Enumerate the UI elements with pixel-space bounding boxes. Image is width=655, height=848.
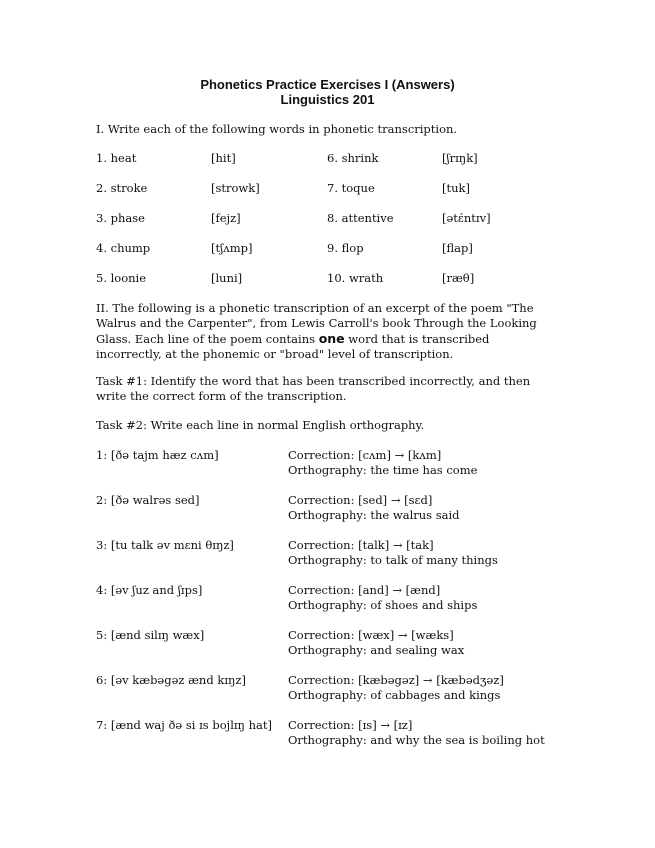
exercise-transcription: [ətɛ́ntɪv] xyxy=(442,211,491,225)
section2-intro xyxy=(96,301,558,362)
poem-line-transcription: 5: [ænd silɪŋ wæx] xyxy=(96,628,205,642)
correction-text: Correction: [talk] → [tak] xyxy=(288,538,434,552)
exercise-transcription: [luni] xyxy=(211,271,243,285)
correction-text: Correction: [sed] → [sɛd] xyxy=(288,493,433,507)
orthography-text: Orthography: the time has come xyxy=(288,463,478,477)
answer-block xyxy=(288,538,498,568)
poem-line-transcription: 6: [əv kæbəgəz ænd kɪŋz] xyxy=(96,673,246,687)
section2-intro-emphasis: one xyxy=(318,331,345,346)
answer-block xyxy=(288,583,477,613)
exercise-transcription: [flap] xyxy=(442,241,473,255)
correction-text: Correction: [and] → [ænd] xyxy=(288,583,441,597)
exercise-transcription: [tʃʌmp] xyxy=(211,241,253,255)
section2-intro-text: II. The following is a phonetic transcription of an excerpt of the poem "The Walrus and the Carpenter", from Lewis Carroll's book Through the Looking Glass. Each line of the poem contains xyxy=(96,301,537,346)
exercise-word: 7. toque xyxy=(327,181,375,195)
exercise-word: 9. flop xyxy=(327,241,364,255)
exercise-word: 3. phase xyxy=(96,211,145,225)
orthography-text: Orthography: to talk of many things xyxy=(288,553,498,567)
exercise-word: 5. loonie xyxy=(96,271,147,285)
correction-text: Correction: [ɪs] → [ɪz] xyxy=(288,718,413,732)
exercise-word: 8. attentive xyxy=(327,211,394,225)
exercise-transcription: [fejz] xyxy=(211,211,241,225)
answer-block xyxy=(288,628,464,658)
section1-instruction: I. Write each of the following words in phonetic transcription. xyxy=(96,122,458,136)
poem-line-transcription: 7: [ænd waj ðə si ɪs bojlɪŋ hat] xyxy=(96,718,272,732)
poem-line-transcription: 1: [ðə tajm hæz cʌm] xyxy=(96,448,219,462)
correction-text: Correction: [kæbəgəz] → [kæbədʒəz] xyxy=(288,673,504,687)
orthography-text: Orthography: and why the sea is boiling hot xyxy=(288,733,545,747)
answer-block xyxy=(288,718,545,748)
correction-text: Correction: [cʌm] → [kʌm] xyxy=(288,448,442,462)
section2-intro-text-end: word that is transcribed incorrectly, at the phonemic or "broad" level of transcription. xyxy=(96,332,490,361)
exercise-transcription: [ʃrɪŋk] xyxy=(442,151,478,165)
exercise-transcription: [hit] xyxy=(211,151,236,165)
answer-block xyxy=(288,673,504,703)
orthography-text: Orthography: of cabbages and kings xyxy=(288,688,501,702)
orthography-text: Orthography: the walrus said xyxy=(288,508,460,522)
exercise-transcription: [tuk] xyxy=(442,181,470,195)
exercise-word: 4. chump xyxy=(96,241,151,255)
answer-block xyxy=(288,493,460,523)
exercise-word: 1. heat xyxy=(96,151,137,165)
document-subtitle: Linguistics 201 xyxy=(280,92,375,107)
exercise-transcription: [ræθ] xyxy=(442,271,475,285)
answer-block xyxy=(288,448,477,478)
document-title: Phonetics Practice Exercises I (Answers) xyxy=(200,77,455,92)
poem-line-transcription: 2: [ðə walrəs sed] xyxy=(96,493,200,507)
correction-text: Correction: [wæx] → [wæks] xyxy=(288,628,454,642)
orthography-text: Orthography: and sealing wax xyxy=(288,643,465,657)
orthography-text: Orthography: of shoes and ships xyxy=(288,598,478,612)
poem-line-transcription: 4: [əv ʃuz and ʃɪps] xyxy=(96,583,203,597)
task2-instruction: Task #2: Write each line in normal English orthography. xyxy=(96,418,425,432)
exercise-word: 6. shrink xyxy=(327,151,379,165)
poem-line-transcription: 3: [tu talk əv mɛni θɪŋz] xyxy=(96,538,234,552)
exercise-transcription: [strowk] xyxy=(211,181,260,195)
task1-instruction: Task #1: Identify the word that has been transcribed incorrectly, and then write the correct form of the transcription. xyxy=(96,374,531,403)
title-block xyxy=(0,77,655,107)
exercise-word: 2. stroke xyxy=(96,181,148,195)
exercise-word: 10. wrath xyxy=(327,271,384,285)
